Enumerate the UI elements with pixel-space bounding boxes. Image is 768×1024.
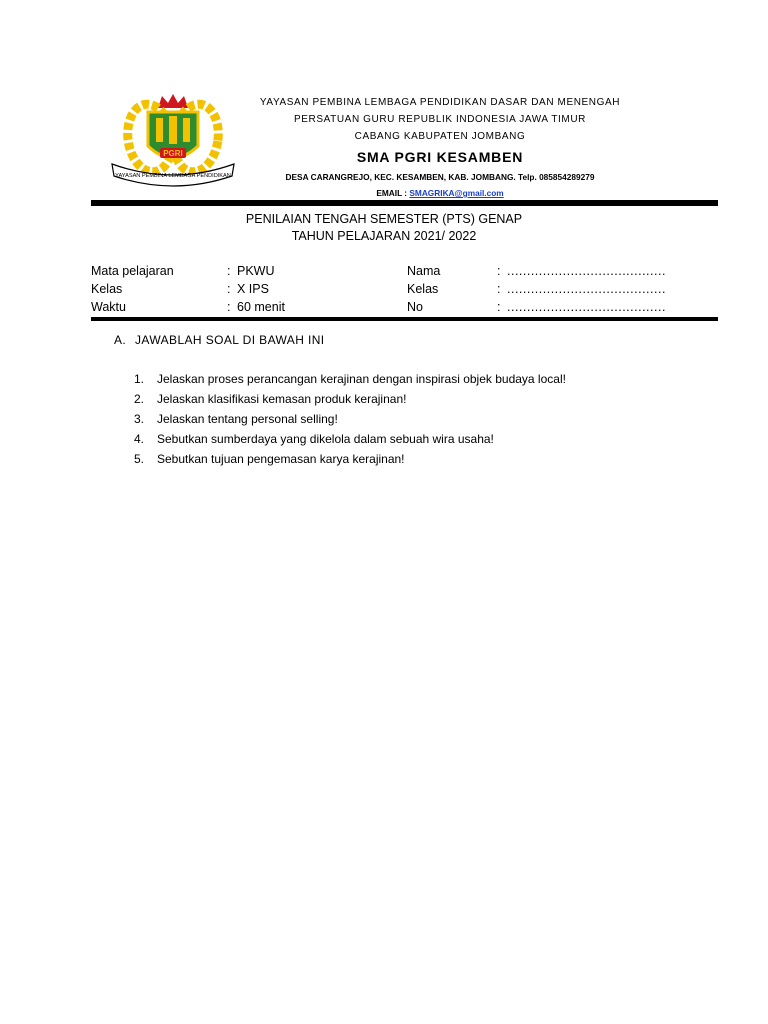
foundation-name: YAYASAN PEMBINA LEMBAGA PENDIDIKAN DASAR DAN MENENGAH [259, 97, 621, 108]
crown-icon [158, 94, 188, 108]
info-label: Nama [407, 264, 441, 278]
question-number: 3. [134, 412, 145, 426]
info-colon: : [227, 264, 231, 278]
exam-title: PENILAIAN TENGAH SEMESTER (PTS) GENAP [245, 212, 523, 226]
number-blank-field: ........................................ [507, 300, 666, 314]
logo-emblem-text: PGRI [163, 149, 183, 158]
info-row-name [407, 262, 707, 280]
info-value: X IPS [237, 282, 269, 296]
info-colon: : [497, 264, 501, 278]
email-label: EMAIL : [376, 188, 410, 198]
association-name: PERSATUAN GURU REPUBLIK INDONESIA JAWA TIMUR [293, 114, 586, 125]
school-name: SMA PGRI KESAMBEN [356, 149, 524, 165]
info-colon: : [497, 300, 501, 314]
question-text: Jelaskan tentang personal selling! [157, 412, 338, 426]
info-colon: : [497, 282, 501, 296]
class-blank-field: ........................................ [507, 282, 666, 296]
question-text: Jelaskan proses perancangan kerajinan dengan inspirasi objek budaya local! [157, 372, 566, 386]
info-row-subject [91, 262, 391, 280]
info-label: No [407, 300, 423, 314]
branch-name: CABANG KABUPATEN JOMBANG [354, 131, 526, 142]
email-link[interactable]: SMAGRIKA@gmail.com [409, 188, 504, 198]
question-text: Sebutkan sumberdaya yang dikelola dalam sebuah wira usaha! [157, 432, 494, 446]
logo-ribbon-text: YAYASAN PEMBINA LEMBAGA PENDIDIKAN [115, 173, 231, 179]
section-heading [114, 331, 325, 349]
exam-title-block [200, 211, 568, 245]
info-row-number [407, 298, 707, 316]
subject-info [91, 262, 391, 316]
info-label: Kelas [91, 282, 123, 296]
info-divider [91, 317, 718, 321]
question-number: 5. [134, 452, 145, 466]
info-label: Kelas [407, 282, 439, 296]
header-divider [91, 200, 718, 206]
info-value: PKWU [237, 264, 275, 278]
info-colon: : [227, 282, 231, 296]
question-number: 4. [134, 432, 145, 446]
info-row-student-class [407, 280, 707, 298]
school-address: DESA CARANGREJO, KEC. KESAMBEN, KAB. JOMBANG. Telp. 085854289279 [285, 172, 595, 182]
school-email-line [250, 186, 630, 200]
pgri-logo [108, 90, 238, 190]
name-blank-field: ........................................ [507, 264, 666, 278]
student-info [407, 262, 707, 316]
question-text: Sebutkan tujuan pengemasan karya kerajinan! [157, 452, 405, 466]
info-label: Waktu [91, 300, 126, 314]
question-text: Jelaskan klasifikasi kemasan produk kerajinan! [157, 392, 407, 406]
question-number: 2. [134, 392, 145, 406]
info-row-time [91, 298, 391, 316]
info-value: 60 menit [237, 300, 285, 314]
info-label: Mata pelajaran [91, 264, 174, 278]
section-marker: A. [114, 333, 127, 347]
letterhead [250, 94, 630, 200]
exam-year: TAHUN PELAJARAN 2021/ 2022 [291, 229, 477, 243]
section-title: JAWABLAH SOAL DI BAWAH INI [135, 333, 325, 347]
info-colon: : [227, 300, 231, 314]
question-number: 1. [134, 372, 145, 386]
info-row-class [91, 280, 391, 298]
